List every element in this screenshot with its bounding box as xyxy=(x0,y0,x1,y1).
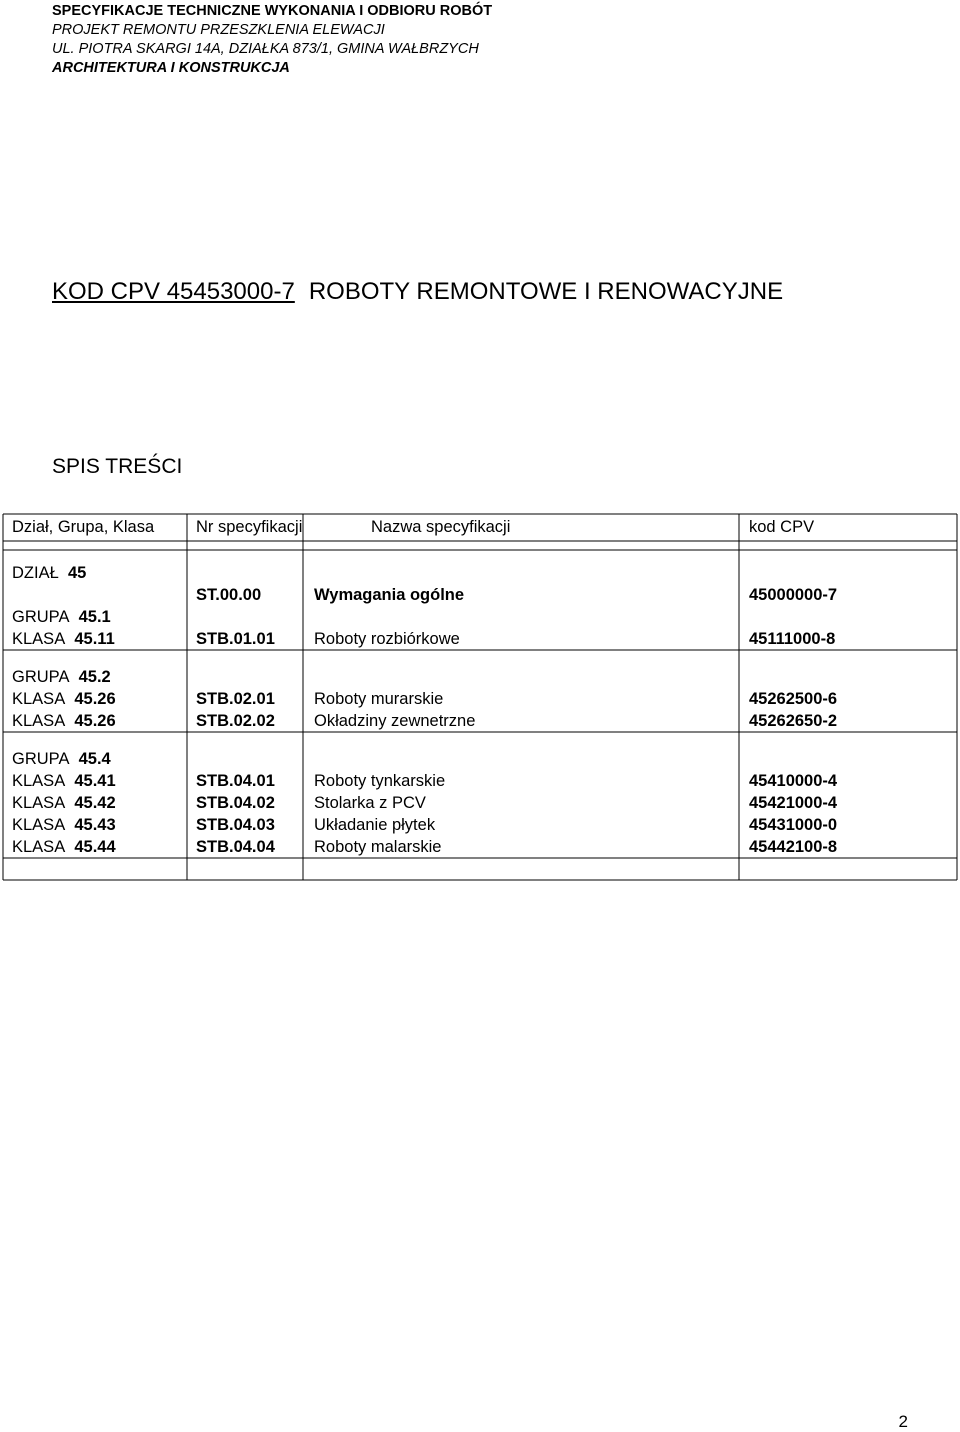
cpv-code-cell: 45000000-7 xyxy=(749,586,838,604)
row-kind: KLASA xyxy=(12,712,66,730)
cpv-code-cell: 45421000-4 xyxy=(749,794,838,812)
cpv-title: ROBOTY REMONTOWE I RENOWACYJNE xyxy=(308,278,784,305)
row-kind: GRUPA xyxy=(12,608,70,626)
toc-table xyxy=(3,512,957,868)
spec-number: STB.01.01 xyxy=(196,630,275,648)
row-number: 45.42 xyxy=(74,794,116,812)
row-number: 45.11 xyxy=(74,630,115,648)
row-number: 45.43 xyxy=(74,816,116,834)
cpv-code-cell: 45442100-8 xyxy=(749,838,838,856)
document-header xyxy=(52,2,492,78)
cpv-code-cell: 45262650-2 xyxy=(749,712,838,730)
spec-name: Stolarka z PCV xyxy=(314,794,426,812)
spec-number: ST.00.00 xyxy=(196,586,262,604)
list-item xyxy=(3,814,957,836)
cpv-code-cell: 45410000-4 xyxy=(749,772,838,790)
list-item xyxy=(3,792,957,814)
header-cell: Dział, Grupa, Klasa xyxy=(12,518,155,536)
list-item xyxy=(3,748,957,770)
toc-header-row xyxy=(3,512,957,542)
toc-end-row xyxy=(3,858,957,868)
row-kind: KLASA xyxy=(12,816,66,834)
header-cell: Nazwa specyfikacji xyxy=(371,518,511,536)
cpv-code-cell: 45111000-8 xyxy=(749,630,836,648)
list-item xyxy=(3,770,957,792)
toc-spacer-row xyxy=(3,542,957,562)
toc-dzial-row xyxy=(3,562,957,584)
spec-name: Roboty rozbiórkowe xyxy=(314,630,460,648)
row-number: 45.26 xyxy=(74,712,116,730)
list-item xyxy=(3,836,957,858)
row-number: 45.26 xyxy=(74,690,116,708)
spec-name: Roboty murarskie xyxy=(314,690,444,708)
list-item xyxy=(3,606,957,628)
header-line-1: SPECYFIKACJE TECHNICZNE WYKONANIA I ODBIORU ROBÓT xyxy=(52,3,493,19)
list-item xyxy=(3,628,957,650)
spec-name: Roboty tynkarskie xyxy=(314,772,446,790)
header-line-2: PROJEKT REMONTU PRZESZKLENIA ELEWACJI xyxy=(52,22,385,38)
spec-name: Okładziny zewnetrzne xyxy=(314,712,476,730)
cpv-heading xyxy=(52,278,783,306)
toc-blank-row xyxy=(3,732,957,748)
toc-title: SPIS TREŚCI xyxy=(52,455,183,478)
spec-number: STB.04.02 xyxy=(196,794,275,812)
cpv-code-cell: 45431000-0 xyxy=(749,816,838,834)
row-number: 45.1 xyxy=(78,608,111,626)
list-item xyxy=(3,710,957,732)
dzial-number: 45 xyxy=(67,564,87,582)
header-line-3: UL. PIOTRA SKARGI 14A, DZIAŁKA 873/1, GMINA WAŁBRZYCH xyxy=(52,41,479,57)
spec-name: Roboty malarskie xyxy=(314,838,442,856)
row-kind: GRUPA xyxy=(12,668,70,686)
row-number: 45.4 xyxy=(78,750,111,768)
row-kind: KLASA xyxy=(12,772,66,790)
list-item xyxy=(3,584,957,606)
header-line-4: ARCHITEKTURA I KONSTRUKCJA xyxy=(52,60,290,76)
spec-number: STB.02.02 xyxy=(196,712,275,730)
row-kind: KLASA xyxy=(12,630,66,648)
row-kind: KLASA xyxy=(12,794,66,812)
spec-number: STB.04.04 xyxy=(196,838,275,856)
spec-name: Wymagania ogólne xyxy=(314,586,465,604)
spec-number: STB.04.03 xyxy=(196,816,275,834)
spec-number: STB.02.01 xyxy=(196,690,275,708)
spec-number: STB.04.01 xyxy=(196,772,275,790)
header-cell: kod CPV xyxy=(749,518,815,536)
header-cell: Nr specyfikacji xyxy=(196,518,303,536)
list-item xyxy=(3,666,957,688)
dzial-label: DZIAŁ xyxy=(12,564,59,582)
row-number: 45.44 xyxy=(74,838,116,856)
list-item xyxy=(3,688,957,710)
row-kind: GRUPA xyxy=(12,750,70,768)
row-kind: KLASA xyxy=(12,690,66,708)
cpv-code-cell: 45262500-6 xyxy=(749,690,838,708)
row-number: 45.41 xyxy=(74,772,116,790)
spec-name: Układanie płytek xyxy=(314,816,436,834)
row-number: 45.2 xyxy=(78,668,111,686)
cpv-code: KOD CPV 45453000-7 xyxy=(52,278,295,305)
row-kind: KLASA xyxy=(12,838,66,856)
toc-blank-row xyxy=(3,650,957,666)
page-number: 2 xyxy=(898,1412,908,1431)
